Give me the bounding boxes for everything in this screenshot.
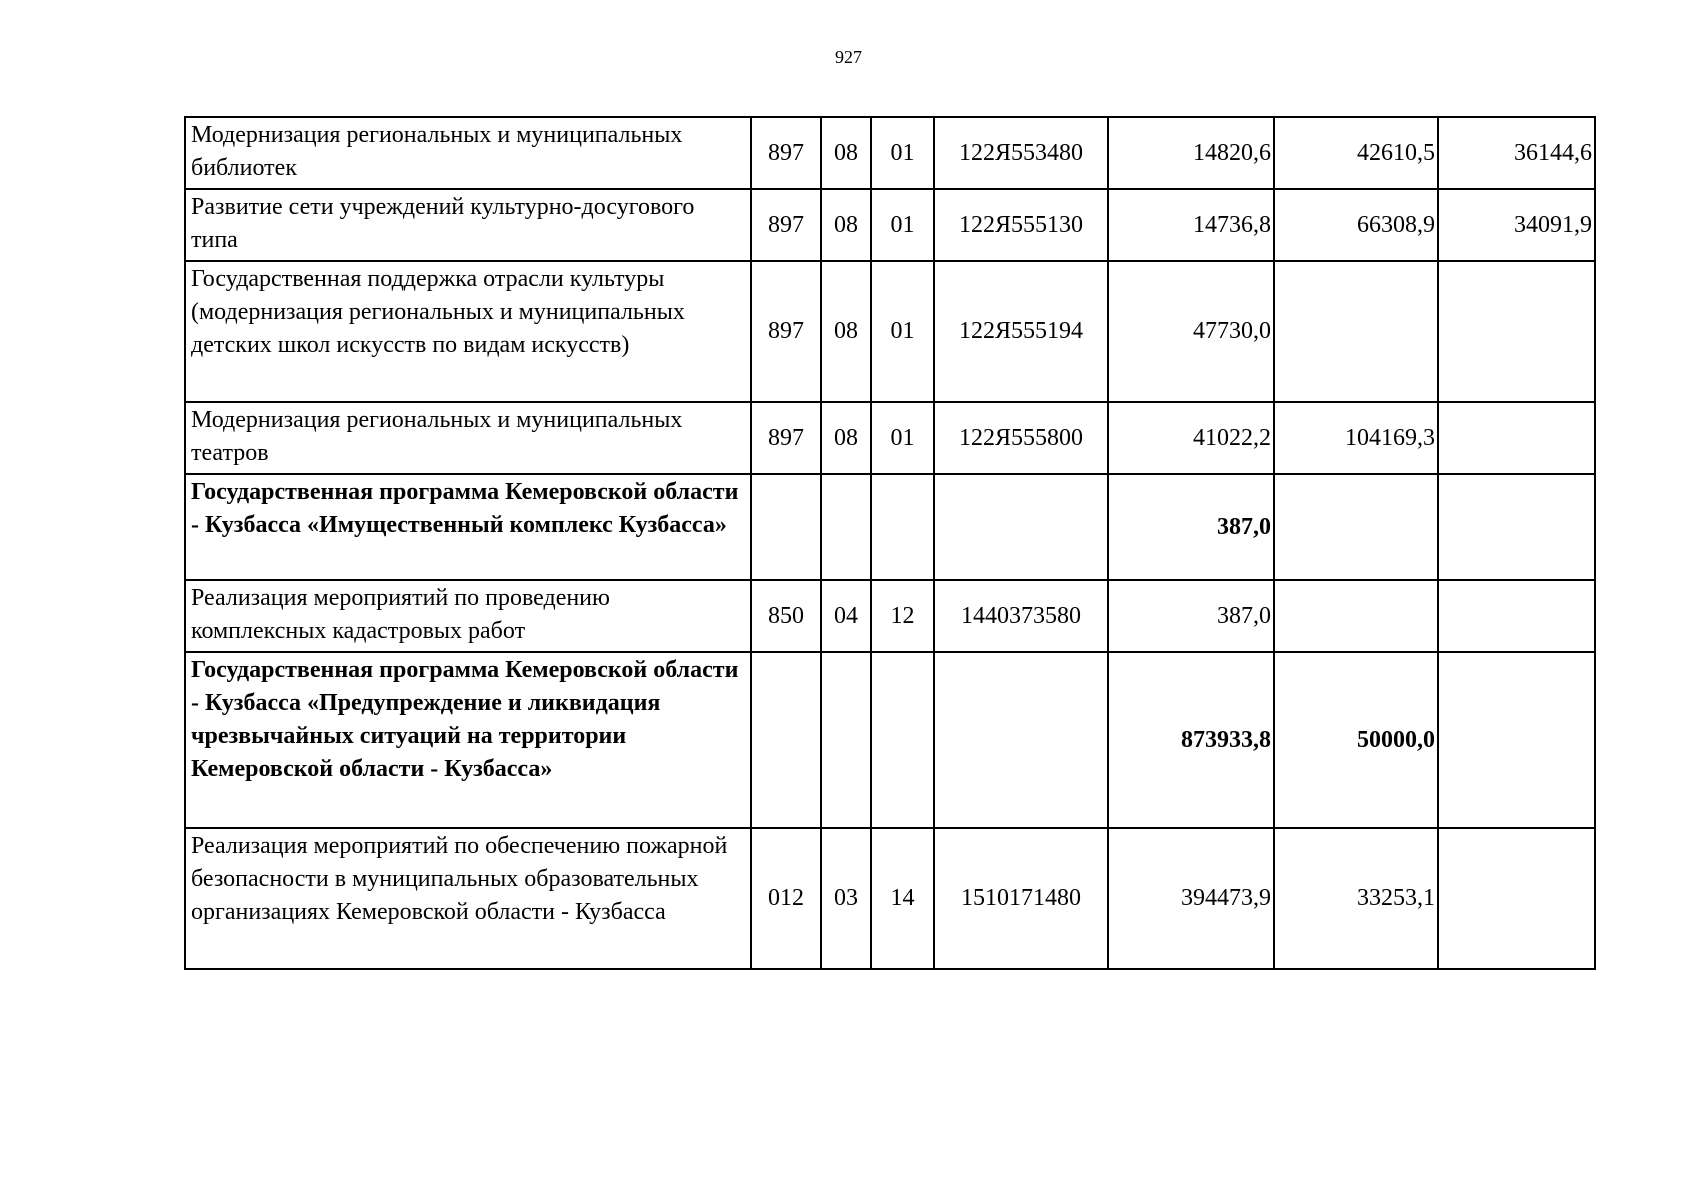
code-cell: 03: [821, 828, 871, 969]
value-cell: [1274, 474, 1438, 580]
value-cell: [1274, 261, 1438, 402]
code-cell: [751, 652, 821, 828]
value-cell: [1438, 261, 1595, 402]
code-cell: 1440373580: [934, 580, 1108, 652]
value-cell: [1438, 580, 1595, 652]
value-cell: 873933,8: [1108, 652, 1274, 828]
code-cell: 01: [871, 189, 934, 261]
code-cell: 01: [871, 402, 934, 474]
table-row: [185, 117, 1595, 189]
table-row: [185, 828, 1595, 969]
table-row: [185, 261, 1595, 402]
code-cell: [871, 474, 934, 580]
code-cell: [934, 652, 1108, 828]
row-name: Модернизация региональных и муниципальных библиотек: [185, 117, 751, 189]
code-cell: 04: [821, 580, 871, 652]
table-row: [185, 474, 1595, 580]
code-cell: 897: [751, 117, 821, 189]
table-row: [185, 580, 1595, 652]
code-cell: 01: [871, 117, 934, 189]
row-name: Развитие сети учреждений культурно-досугового типа: [185, 189, 751, 261]
row-name: Реализация мероприятий по обеспечению пожарной безопасности в муниципальных образовательных организациях Кемеровской области - Кузбасса: [185, 828, 751, 969]
code-cell: 122Я553480: [934, 117, 1108, 189]
value-cell: 387,0: [1108, 474, 1274, 580]
value-cell: [1438, 474, 1595, 580]
value-cell: [1274, 580, 1438, 652]
value-cell: 41022,2: [1108, 402, 1274, 474]
code-cell: 08: [821, 261, 871, 402]
code-cell: [751, 474, 821, 580]
code-cell: 012: [751, 828, 821, 969]
row-name: Государственная программа Кемеровской области - Кузбасса «Предупреждение и ликвидация чрезвычайных ситуаций на территории Кемеровской области - Кузбасса»: [185, 652, 751, 828]
row-name: Модернизация региональных и муниципальных театров: [185, 402, 751, 474]
value-cell: [1438, 828, 1595, 969]
code-cell: 08: [821, 402, 871, 474]
value-cell: 33253,1: [1274, 828, 1438, 969]
value-cell: [1438, 402, 1595, 474]
code-cell: [871, 652, 934, 828]
code-cell: 1510171480: [934, 828, 1108, 969]
value-cell: 387,0: [1108, 580, 1274, 652]
row-name: Государственная поддержка отрасли культуры (модернизация региональных и муниципальных детских школ искусств по видам искусств): [185, 261, 751, 402]
code-cell: [821, 652, 871, 828]
value-cell: 14736,8: [1108, 189, 1274, 261]
table-row: [185, 402, 1595, 474]
row-name: Государственная программа Кемеровской области - Кузбасса «Имущественный комплекс Кузбасса»: [185, 474, 751, 580]
value-cell: [1438, 652, 1595, 828]
value-cell: 394473,9: [1108, 828, 1274, 969]
code-cell: 12: [871, 580, 934, 652]
value-cell: 47730,0: [1108, 261, 1274, 402]
code-cell: 14: [871, 828, 934, 969]
code-cell: 122Я555800: [934, 402, 1108, 474]
code-cell: 897: [751, 261, 821, 402]
code-cell: 08: [821, 117, 871, 189]
code-cell: 897: [751, 402, 821, 474]
code-cell: [821, 474, 871, 580]
code-cell: 122Я555130: [934, 189, 1108, 261]
value-cell: 104169,3: [1274, 402, 1438, 474]
code-cell: 850: [751, 580, 821, 652]
code-cell: [934, 474, 1108, 580]
value-cell: 66308,9: [1274, 189, 1438, 261]
code-cell: 01: [871, 261, 934, 402]
row-name: Реализация мероприятий по проведению комплексных кадастровых работ: [185, 580, 751, 652]
code-cell: 08: [821, 189, 871, 261]
value-cell: 34091,9: [1438, 189, 1595, 261]
page-number: 927: [835, 47, 862, 67]
code-cell: 122Я555194: [934, 261, 1108, 402]
table-row: [185, 652, 1595, 828]
code-cell: 897: [751, 189, 821, 261]
value-cell: 42610,5: [1274, 117, 1438, 189]
value-cell: 14820,6: [1108, 117, 1274, 189]
value-cell: 36144,6: [1438, 117, 1595, 189]
table-row: [185, 189, 1595, 261]
value-cell: 50000,0: [1274, 652, 1438, 828]
budget-table: [184, 116, 1596, 970]
